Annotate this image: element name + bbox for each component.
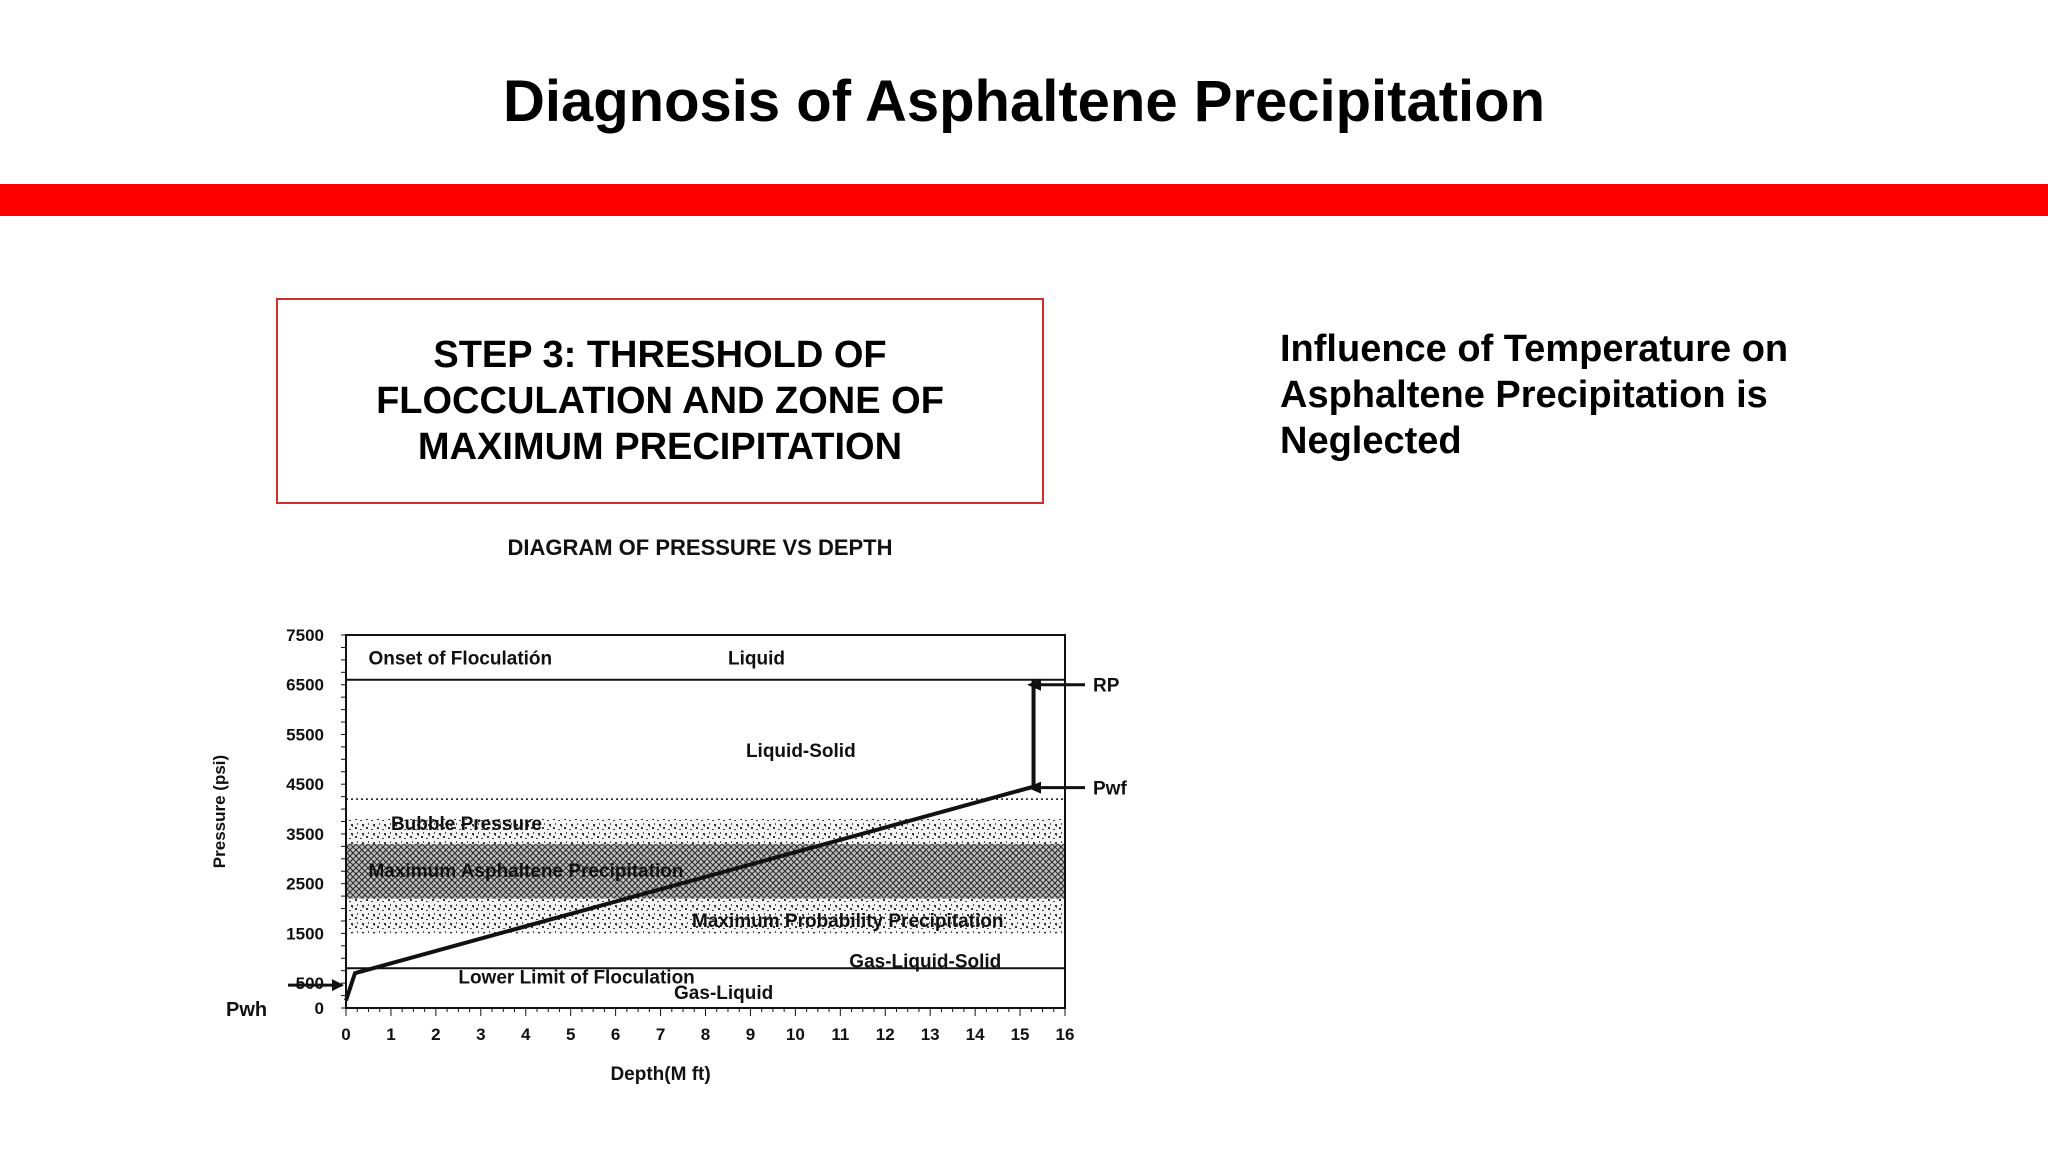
x-tick-label: 15 [1010, 1025, 1030, 1044]
pressure-depth-chart [200, 520, 1160, 1100]
step-3-box [276, 298, 1044, 504]
chart-svg [200, 520, 1160, 1100]
x-tick-label: 7 [655, 1025, 666, 1044]
region-label: Maximum Asphaltene Precipitation [368, 861, 684, 883]
x-tick-label: 11 [831, 1025, 850, 1044]
x-tick-label: 3 [476, 1025, 486, 1044]
region-label: Lower Limit of Floculation [458, 967, 695, 989]
x-tick-label: 14 [965, 1025, 985, 1044]
x-tick-label: 1 [386, 1025, 396, 1044]
region-label: Liquid-Solid [745, 740, 856, 762]
x-tick-label: 6 [610, 1025, 621, 1044]
y-axis-label: Pressure (psi) [210, 754, 229, 869]
x-tick-label: 10 [785, 1025, 805, 1044]
x-tick-label: 12 [875, 1025, 895, 1044]
region-label: Onset of Floculatión [368, 648, 553, 670]
y-tick-label: 6500 [286, 675, 324, 695]
region-label: Bubble Pressure [390, 813, 542, 835]
temperature-note: Influence of Temperature on Asphaltene Precipitation is Neglected [1280, 328, 1789, 462]
x-tick-label: 5 [565, 1025, 576, 1044]
x-tick-label: 8 [700, 1025, 711, 1044]
x-tick-label: 16 [1055, 1025, 1075, 1044]
y-tick-label: 7500 [286, 626, 324, 645]
y-tick-label: 3500 [286, 824, 324, 844]
x-tick-label: 9 [745, 1025, 756, 1044]
x-tick-label: 13 [920, 1025, 940, 1044]
region-label: Gas-Liquid-Solid [849, 951, 1002, 973]
chart-title: DIAGRAM OF PRESSURE VS DEPTH [507, 535, 893, 560]
y-tick-label: 4500 [286, 775, 324, 795]
y-tick-label: 1500 [286, 924, 324, 944]
region-label: Gas-Liquid [674, 983, 774, 1005]
pwh-arrow-head [332, 979, 344, 991]
slide-title: Diagnosis of Asphaltene Precipitation [502, 69, 1546, 134]
y-tick-label: 5500 [286, 725, 324, 745]
step-3-text: STEP 3: THRESHOLD OF FLOCCULATION AND ZONE OF MAXIMUM PRECIPITATION [376, 334, 944, 468]
y-tick-label: 0 [314, 999, 324, 1018]
y-tick-label: 500 [295, 974, 324, 994]
x-tick-label: 4 [521, 1025, 531, 1044]
red-divider-band [0, 184, 2048, 216]
y-tick-label: 2500 [286, 874, 324, 894]
x-tick-label: 0 [341, 1025, 351, 1044]
annotation-label: Pwf [1093, 778, 1127, 800]
region-label: Liquid [727, 648, 785, 670]
region-label: Maximum Probability Precipitation [692, 910, 1004, 932]
x-axis-label: Depth(M ft) [610, 1064, 711, 1085]
x-tick-label: 2 [431, 1025, 441, 1044]
annotation-label: RP [1093, 675, 1120, 697]
pwh-label: Pwh [226, 999, 268, 1021]
